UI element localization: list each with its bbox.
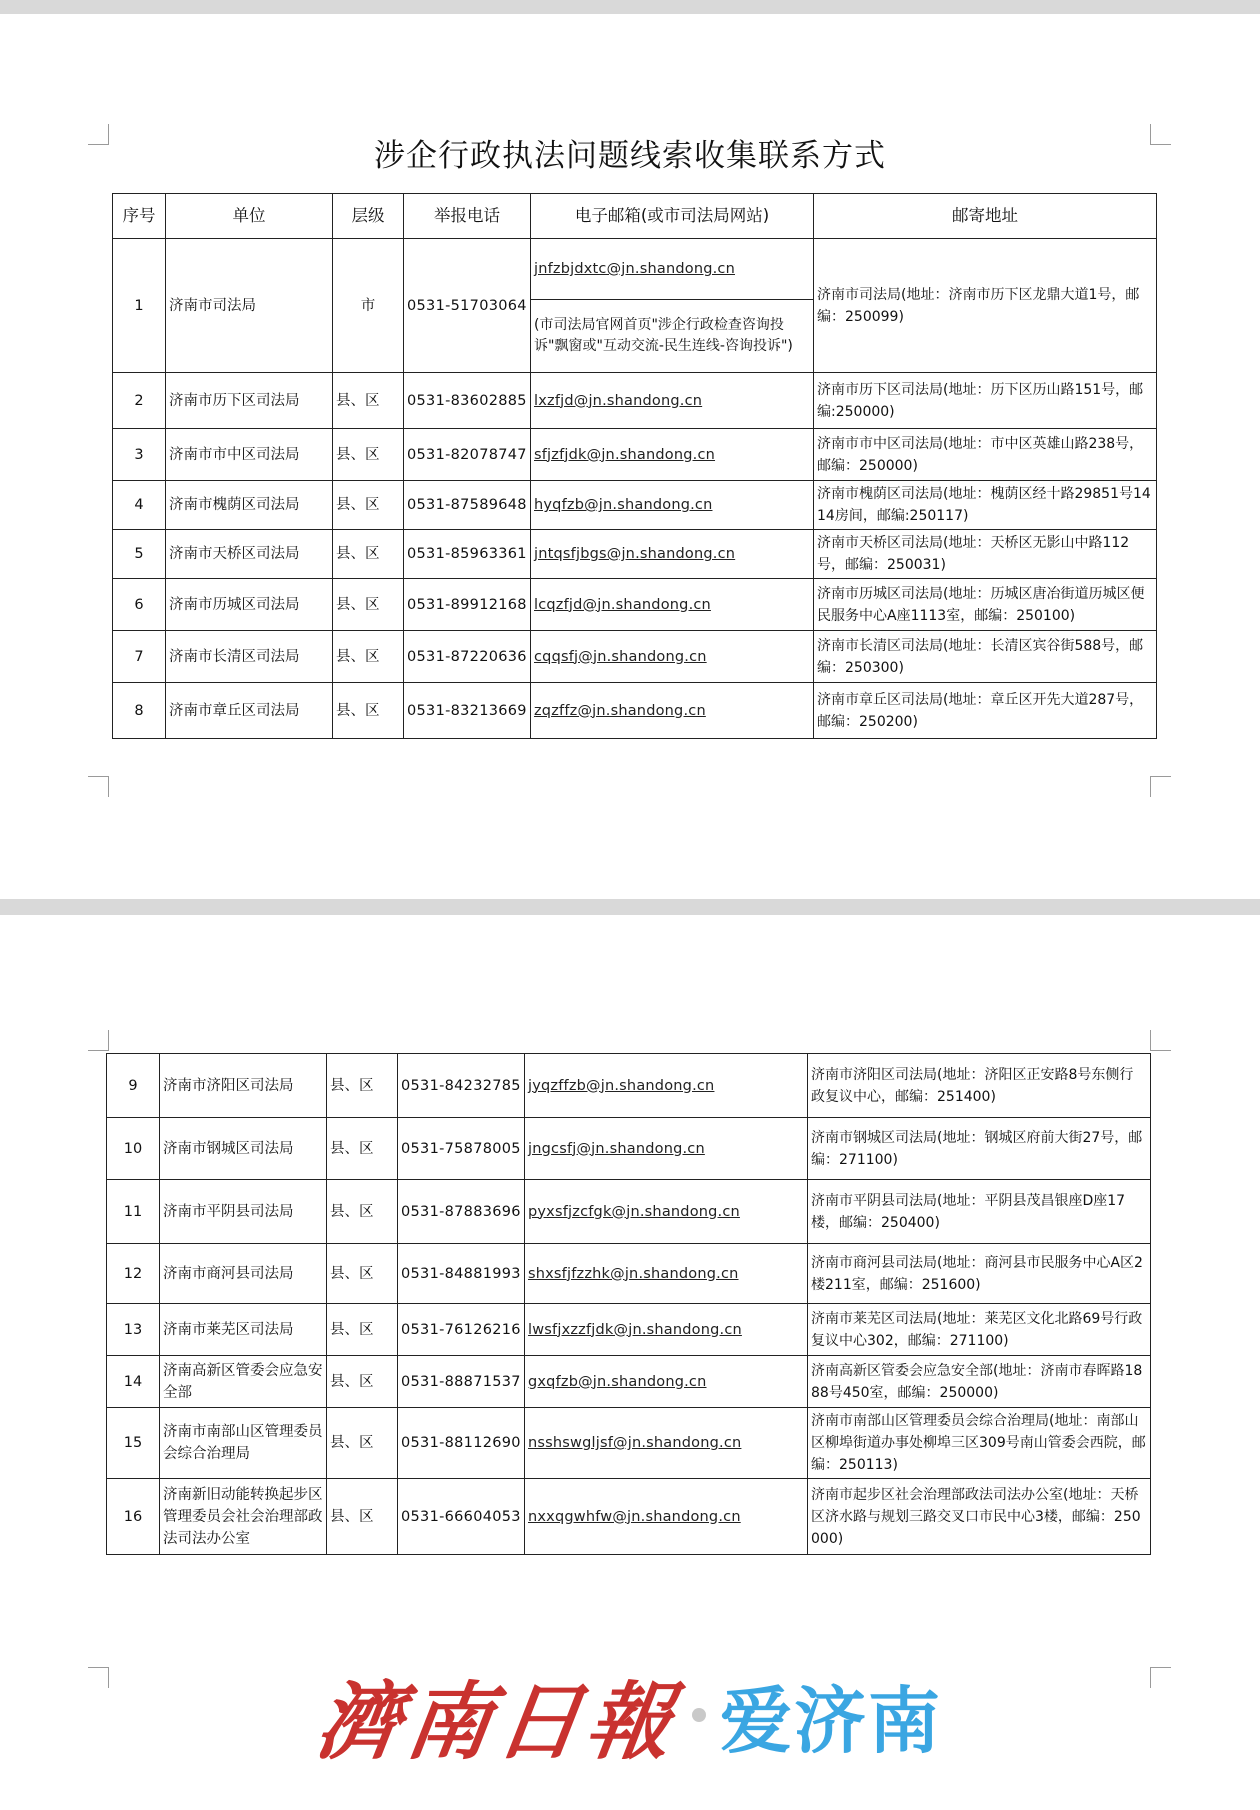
row-email-cell xyxy=(525,1180,808,1244)
row-email-link[interactable]: hyqfzb@jn.shandong.cn xyxy=(534,497,713,513)
row-unit: 济南新旧动能转换起步区管理委员会社会治理部政法司法办公室 xyxy=(160,1479,327,1555)
row-email-cell xyxy=(525,1054,808,1118)
row-address: 济南市历下区司法局(地址：历下区历山路151号，邮编:250000) xyxy=(814,373,1157,429)
page-corner-mark xyxy=(1150,1030,1171,1051)
row-phone: 0531-87589648 xyxy=(404,481,531,530)
row-unit: 济南市历下区司法局 xyxy=(166,373,333,429)
row-email-link[interactable]: shxsfjfzzhk@jn.shandong.cn xyxy=(528,1265,739,1282)
row-email-link[interactable]: gxqfzb@jn.shandong.cn xyxy=(528,1373,707,1390)
row-email-cell xyxy=(531,683,814,739)
table-row xyxy=(113,579,1157,631)
row-email-cell xyxy=(525,1244,808,1304)
table-row xyxy=(107,1244,1151,1304)
row-email-link[interactable]: cqqsfj@jn.shandong.cn xyxy=(534,648,707,665)
row-level: 县、区 xyxy=(327,1180,398,1244)
row-seq: 12 xyxy=(107,1244,160,1304)
row-email-cell xyxy=(531,631,814,683)
table-row xyxy=(113,683,1157,739)
row-email-cell xyxy=(531,429,814,481)
row-seq: 7 xyxy=(113,631,166,683)
jinan-daily-logo-text: 濟南日報 xyxy=(310,1671,685,1771)
logo-separator-dot xyxy=(692,1708,706,1722)
row-seq: 16 xyxy=(107,1479,160,1555)
row-phone: 0531-75878005 xyxy=(398,1118,525,1180)
header-seq: 序号 xyxy=(113,194,166,239)
row-phone: 0531-84881993 xyxy=(398,1244,525,1304)
row-phone: 0531-83602885 xyxy=(404,373,531,429)
page-corner-mark xyxy=(88,776,109,797)
row-unit: 济南市钢城区司法局 xyxy=(160,1118,327,1180)
row-address: 济南市钢城区司法局(地址：钢城区府前大街27号，邮编：271100) xyxy=(808,1118,1151,1180)
row-email-cell xyxy=(525,1479,808,1555)
table-row xyxy=(107,1408,1151,1479)
row-email-link[interactable]: nxxqgwhfw@jn.shandong.cn xyxy=(528,1508,741,1525)
row-unit: 济南市莱芜区司法局 xyxy=(160,1304,327,1356)
row-level: 县、区 xyxy=(327,1118,398,1180)
table-row xyxy=(107,1180,1151,1244)
row-unit: 济南市司法局 xyxy=(166,239,333,373)
row-address: 济南市商河县司法局(地址：商河县市民服务中心A区2楼211室，邮编：251600) xyxy=(808,1244,1151,1304)
row-email-link[interactable]: lxzfjd@jn.shandong.cn xyxy=(534,392,703,409)
row-email-cell xyxy=(525,1118,808,1180)
row-level: 县、区 xyxy=(333,631,404,683)
row-level: 县、区 xyxy=(327,1054,398,1118)
row-email-cell xyxy=(525,1304,808,1356)
row-address: 济南市槐荫区司法局(地址：槐荫区经十路29851号1414房间，邮编:250117) xyxy=(814,481,1157,530)
row-phone: 0531-82078747 xyxy=(404,429,531,481)
row-seq: 3 xyxy=(113,429,166,481)
row-seq: 9 xyxy=(107,1054,160,1118)
row-address: 济南市历城区司法局(地址：历城区唐冶街道历城区便民服务中心A座1113室，邮编：250100) xyxy=(814,579,1157,631)
row-unit: 济南市长清区司法局 xyxy=(166,631,333,683)
row-email-cell xyxy=(531,239,814,373)
row-email-link[interactable]: jnfzbjdxtc@jn.shandong.cn xyxy=(534,261,735,277)
row-email-link[interactable]: pyxsfjzcfgk@jn.shandong.cn xyxy=(528,1203,740,1220)
row-unit: 济南市槐荫区司法局 xyxy=(166,481,333,530)
table-row xyxy=(107,1304,1151,1356)
row-level: 市 xyxy=(333,239,404,373)
row-unit: 济南市南部山区管理委员会综合治理局 xyxy=(160,1408,327,1479)
website-note: (市司法局官网首页"涉企行政检查咨询投诉"飘窗或"互动交流-民生连线-咨询投诉") xyxy=(534,317,793,354)
row-seq: 10 xyxy=(107,1118,160,1180)
table-row xyxy=(113,530,1157,579)
row-seq: 2 xyxy=(113,373,166,429)
row-level: 县、区 xyxy=(333,683,404,739)
table-row xyxy=(113,239,1157,373)
table-row xyxy=(113,373,1157,429)
row-seq: 1 xyxy=(113,239,166,373)
row-address: 济南市南部山区管理委员会综合治理局(地址：南部山区柳埠街道办事处柳埠三区309号南山管委会西院，邮编：250113) xyxy=(808,1408,1151,1479)
row-unit: 济南高新区管委会应急安全部 xyxy=(160,1356,327,1408)
row-unit: 济南市市中区司法局 xyxy=(166,429,333,481)
row-email-link[interactable]: jngcsfj@jn.shandong.cn xyxy=(528,1140,705,1157)
row-phone: 0531-83213669 xyxy=(404,683,531,739)
contact-table-page-1 xyxy=(112,193,1157,739)
row-level: 县、区 xyxy=(327,1304,398,1356)
row-address: 济南市司法局(地址：济南市历下区龙鼎大道1号，邮编：250099) xyxy=(814,239,1157,373)
row-seq: 15 xyxy=(107,1408,160,1479)
header-level: 层级 xyxy=(333,194,404,239)
row-email-link[interactable]: lcqzfjd@jn.shandong.cn xyxy=(534,596,711,613)
row-level: 县、区 xyxy=(327,1479,398,1555)
row-level: 县、区 xyxy=(327,1408,398,1479)
row-email-cell xyxy=(531,481,814,530)
row-level: 县、区 xyxy=(333,579,404,631)
row-level: 县、区 xyxy=(327,1244,398,1304)
row-phone: 0531-88871537 xyxy=(398,1356,525,1408)
row-address: 济南市平阴县司法局(地址：平阴县茂昌银座D座17楼，邮编：250400) xyxy=(808,1180,1151,1244)
table-row xyxy=(113,631,1157,683)
row-phone: 0531-66604053 xyxy=(398,1479,525,1555)
header-email: 电子邮箱(或市司法局网站) xyxy=(531,194,814,239)
row-seq: 14 xyxy=(107,1356,160,1408)
row-email-link[interactable]: lwsfjxzzfjdk@jn.shandong.cn xyxy=(528,1321,742,1338)
table-row xyxy=(107,1118,1151,1180)
row-seq: 13 xyxy=(107,1304,160,1356)
row-unit: 济南市章丘区司法局 xyxy=(166,683,333,739)
newspaper-logo xyxy=(0,1665,1260,1771)
row-level: 县、区 xyxy=(333,481,404,530)
row-level: 县、区 xyxy=(333,429,404,481)
table-row xyxy=(113,429,1157,481)
row-phone: 0531-76126216 xyxy=(398,1304,525,1356)
row-unit: 济南市历城区司法局 xyxy=(166,579,333,631)
row-seq: 11 xyxy=(107,1180,160,1244)
row-address: 济南市天桥区司法局(地址：天桥区无影山中路112号，邮编：250031) xyxy=(814,530,1157,579)
row-phone: 0531-51703064 xyxy=(404,239,531,373)
row-email-cell xyxy=(531,373,814,429)
row-email-link[interactable]: sfjzfjdk@jn.shandong.cn xyxy=(534,446,716,463)
page-corner-mark xyxy=(88,1030,109,1051)
row-email-link[interactable]: zqzffz@jn.shandong.cn xyxy=(534,702,706,719)
table-header-row xyxy=(113,194,1157,239)
header-address: 邮寄地址 xyxy=(814,194,1157,239)
page-corner-mark xyxy=(1150,776,1171,797)
row-seq: 4 xyxy=(113,481,166,530)
row-unit: 济南市天桥区司法局 xyxy=(166,530,333,579)
row-level: 县、区 xyxy=(327,1356,398,1408)
row-email-cell xyxy=(531,579,814,631)
row-address: 济南市济阳区司法局(地址：济阳区正安路8号东侧行政复议中心，邮编：251400) xyxy=(808,1054,1151,1118)
row-seq: 5 xyxy=(113,530,166,579)
table-row xyxy=(107,1054,1151,1118)
row-email-cell xyxy=(525,1356,808,1408)
ai-jinan-logo-text: 爱济南 xyxy=(720,1679,943,1763)
row-unit: 济南市平阴县司法局 xyxy=(160,1180,327,1244)
row-address: 济南市莱芜区司法局(地址：莱芜区文化北路69号行政复议中心302，邮编：271100) xyxy=(808,1304,1151,1356)
row-phone: 0531-88112690 xyxy=(398,1408,525,1479)
table-row xyxy=(113,481,1157,530)
row-seq: 6 xyxy=(113,579,166,631)
row-email-link[interactable]: jntqsfjbgs@jn.shandong.cn xyxy=(534,546,736,562)
row-seq: 8 xyxy=(113,683,166,739)
contact-table-page-2 xyxy=(106,1053,1151,1555)
row-phone: 0531-87883696 xyxy=(398,1180,525,1244)
table-row xyxy=(107,1356,1151,1408)
row-level: 县、区 xyxy=(333,373,404,429)
row-address: 济南市长清区司法局(地址：长清区宾谷街588号，邮编：250300) xyxy=(814,631,1157,683)
row-address: 济南市市中区司法局(地址：市中区英雄山路238号，邮编：250000) xyxy=(814,429,1157,481)
row-address: 济南市起步区社会治理部政法司法办公室(地址：天桥区济水路与规划三路交叉口市民中心3楼，邮编：250000) xyxy=(808,1479,1151,1555)
row-email-link[interactable]: jyqzffzb@jn.shandong.cn xyxy=(528,1077,715,1094)
row-phone: 0531-85963361 xyxy=(404,530,531,579)
row-email-cell xyxy=(531,530,814,579)
row-level: 县、区 xyxy=(333,530,404,579)
header-unit: 单位 xyxy=(166,194,333,239)
document-title: 涉企行政执法问题线索收集联系方式 xyxy=(374,138,886,174)
row-address: 济南高新区管委会应急安全部(地址：济南市春晖路1888号450室，邮编：250000) xyxy=(808,1356,1151,1408)
row-phone: 0531-87220636 xyxy=(404,631,531,683)
row-unit: 济南市商河县司法局 xyxy=(160,1244,327,1304)
row-email-cell xyxy=(525,1408,808,1479)
row-email-wrap xyxy=(531,239,813,300)
row-unit: 济南市济阳区司法局 xyxy=(160,1054,327,1118)
row-email-link[interactable]: nsshswgljsf@jn.shandong.cn xyxy=(528,1435,742,1451)
row-phone: 0531-89912168 xyxy=(404,579,531,631)
table-row xyxy=(107,1479,1151,1555)
row-phone: 0531-84232785 xyxy=(398,1054,525,1118)
header-phone: 举报电话 xyxy=(404,194,531,239)
row-address: 济南市章丘区司法局(地址：章丘区开先大道287号，邮编：250200) xyxy=(814,683,1157,739)
